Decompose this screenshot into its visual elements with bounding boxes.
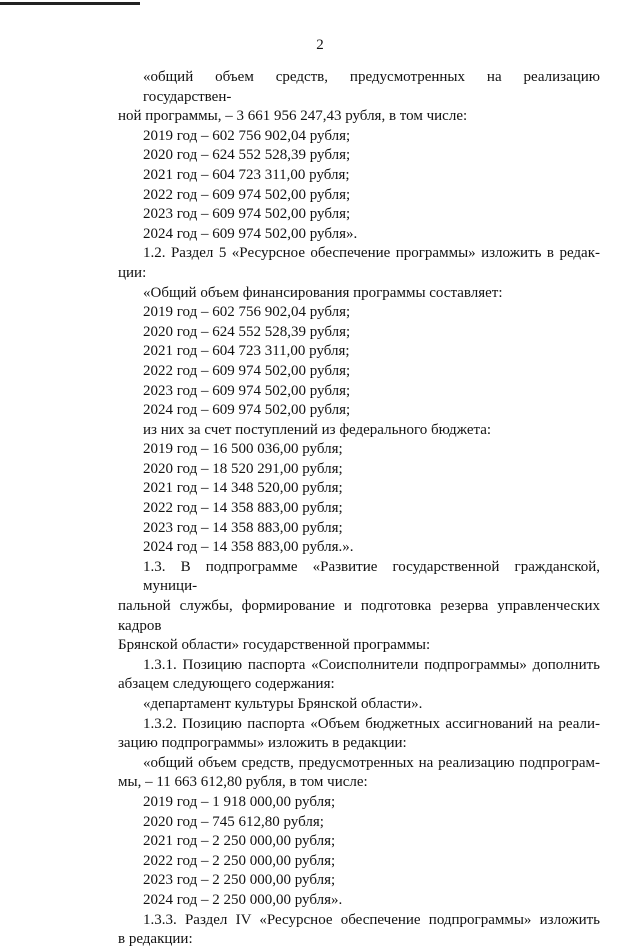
text-line: «общий объем средств, предусмотренных на реализацию подпрограм-	[143, 754, 600, 771]
text-line: зацию подпрограммы» изложить в редакции:	[118, 735, 407, 752]
page-number: 2	[316, 37, 324, 53]
text-line: 1.2. Раздел 5 «Ресурсное обеспечение программы» изложить в редак-	[143, 245, 600, 262]
text-line: абзацем следующего содержания:	[118, 676, 335, 693]
text-line: 2019 год – 602 756 902,04 рубля;	[143, 304, 351, 321]
text-line: мы, – 11 663 612,80 рубля, в том числе:	[118, 774, 368, 791]
text-line: в редакции:	[118, 931, 193, 948]
text-line: 2019 год – 1 918 000,00 рубля;	[143, 793, 336, 810]
text-line: 2024 год – 609 974 502,00 рубля».	[143, 225, 358, 242]
text-line: 2022 год – 2 250 000,00 рубля;	[143, 852, 336, 869]
text-line: 2019 год – 16 500 036,00 рубля;	[143, 441, 343, 458]
text-line: 2023 год – 609 974 502,00 рубля;	[143, 382, 351, 399]
text-line: 2024 год – 2 250 000,00 рубля».	[143, 891, 343, 908]
document-body	[118, 68, 600, 950]
text-line: «департамент культуры Брянской области».	[143, 696, 423, 712]
text-line: 1.3. В подпрограмме «Развитие государственной гражданской, муници-	[143, 558, 600, 595]
text-line: 2020 год – 18 520 291,00 рубля;	[143, 460, 343, 477]
text-line: 2022 год – 14 358 883,00 рубля;	[143, 500, 343, 517]
text-line: 2019 год – 602 756 902,04 рубля;	[143, 127, 351, 144]
text-line: ной программы, – 3 661 956 247,43 рубля, в том числе:	[118, 108, 468, 125]
text-line: «общий объем средств, предусмотренных на реализацию государствен-	[143, 69, 600, 105]
text-line: 2023 год – 14 358 883,00 рубля;	[143, 519, 343, 536]
text-line: 2022 год – 609 974 502,00 рубля;	[143, 362, 351, 379]
text-line: 2021 год – 14 348 520,00 рубля;	[143, 480, 343, 497]
text-line: «Общий объем финансирования программы составляет:	[143, 284, 503, 301]
text-line: 2023 год – 2 250 000,00 рубля;	[143, 872, 336, 889]
text-line: 2021 год – 604 723 311,00 рубля;	[143, 166, 350, 183]
text-line: 2024 год – 14 358 883,00 рубля.».	[143, 539, 354, 556]
text-line: из них за счет поступлений из федерального бюджета:	[143, 421, 492, 438]
text-line: 1.3.1. Позицию паспорта «Соисполнители подпрограммы» дополнить	[143, 656, 600, 673]
text-line: ции:	[118, 264, 147, 281]
text-line: 1.3.2. Позицию паспорта «Объем бюджетных ассигнований на реали-	[143, 715, 600, 732]
text-line: 2021 год – 2 250 000,00 рубля;	[143, 833, 336, 850]
text-line: 2021 год – 604 723 311,00 рубля;	[143, 343, 350, 360]
text-line: 2022 год – 609 974 502,00 рубля;	[143, 186, 351, 203]
text-line: 2020 год – 624 552 528,39 рубля;	[143, 147, 351, 164]
top-edge-rule	[0, 2, 140, 5]
text-line: 2020 год – 624 552 528,39 рубля;	[143, 323, 351, 340]
text-line: 2024 год – 609 974 502,00 рубля;	[143, 402, 351, 419]
text-line: 1.3.3. Раздел IV «Ресурсное обеспечение подпрограммы» изложить	[143, 911, 600, 928]
text-line: Брянской области» государственной программы:	[118, 637, 431, 654]
text-line: 2020 год – 745 612,80 рубля;	[143, 813, 324, 830]
text-line: пальной службы, формирование и подготовка резерва управленческих кадров	[118, 598, 600, 634]
text-line: 2023 год – 609 974 502,00 рубля;	[143, 206, 351, 223]
